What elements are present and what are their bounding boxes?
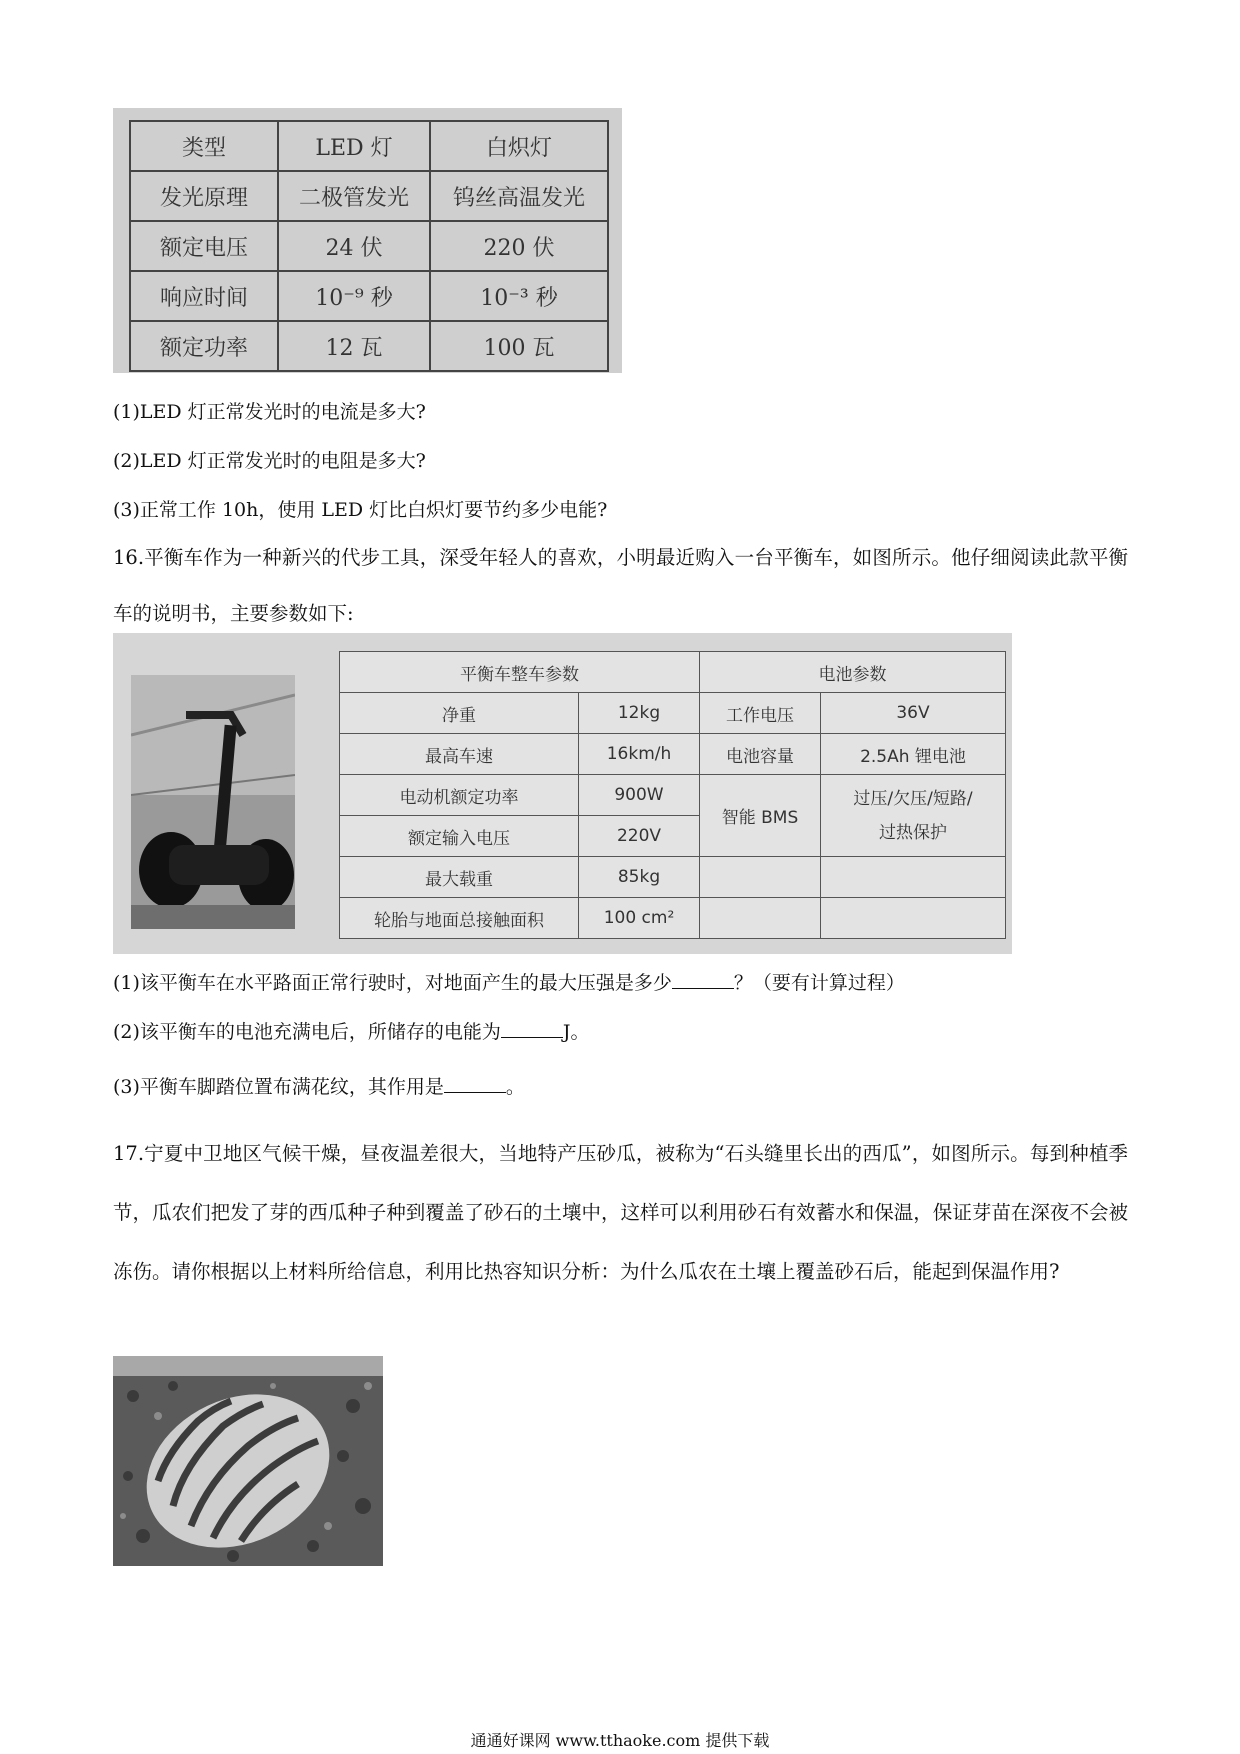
table-row <box>340 775 1006 816</box>
q16-sub2-text: (2)该平衡车的电池充满电后，所储存的电能为 <box>113 1021 501 1043</box>
table-cell: 900W <box>579 775 700 816</box>
table-cell: 220 伏 <box>430 221 608 271</box>
q16-stem: 16.平衡车作为一种新兴的代步工具，深受年轻人的喜欢，小明最近购入一台平衡车，如图所示。他仔细阅读此款平衡车的说明书，主要参数如下: <box>113 546 1128 625</box>
table-cell: 类型 <box>130 121 278 171</box>
q16-sub1-tail: ？（要有计算过程） <box>733 972 905 994</box>
table-cell-bms-label: 智能 BMS <box>700 775 821 857</box>
q16-sub1 <box>113 968 905 997</box>
table-cell: LED 灯 <box>278 121 430 171</box>
q16-sub3 <box>113 1072 525 1101</box>
table-cell: 额定电压 <box>130 221 278 271</box>
bms-value-line1: 过压/欠压/短路/ <box>853 788 973 809</box>
table-cell: 10⁻³ 秒 <box>430 271 608 321</box>
q15-sub2: (2)LED 灯正常发光时的电阻是多大? <box>113 450 426 472</box>
q16-sub2 <box>113 1017 590 1046</box>
table-cell: 100 瓦 <box>430 321 608 371</box>
table-cell: 二极管发光 <box>278 171 430 221</box>
table-row <box>340 898 1006 939</box>
table-row <box>340 734 1006 775</box>
table-cell: 响应时间 <box>130 271 278 321</box>
table-row <box>340 693 1006 734</box>
watermelon-photo <box>113 1356 383 1566</box>
table-cell: 轮胎与地面总接触面积 <box>340 898 579 939</box>
table-row <box>130 121 608 171</box>
table-cell: 220V <box>579 816 700 857</box>
q16-sub1-text: (1)该平衡车在水平路面正常行驶时，对地面产生的最大压强是多少 <box>113 972 672 994</box>
page-footer: 通通好课网 www.tthaoke.com 提供下载 <box>470 1731 770 1750</box>
q16-sub3-tail: 。 <box>505 1076 525 1098</box>
q17-stem: 17.宁夏中卫地区气候干燥，昼夜温差很大，当地特产压砂瓜，被称为“石头缝里长出的西瓜”，如图所示。每到种植季节，瓜农们把发了芽的西瓜种子种到覆盖了砂石的土壤中，这样可以利用砂石有效蓄水和保温，保证芽苗在深夜不会被冻伤。请你根据以上材料所给信息，利用比热容知识分析：为什么瓜农在土壤上覆盖砂石后，能起到保温作用? <box>113 1142 1128 1283</box>
table-cell <box>700 898 821 939</box>
q16-sub3-text: (3)平衡车脚踏位置布满花纹，其作用是 <box>113 1076 444 1098</box>
table-cell: 电池容量 <box>700 734 821 775</box>
table-cell: 发光原理 <box>130 171 278 221</box>
balance-car-figure <box>113 633 1012 954</box>
table-cell: 100 cm² <box>579 898 700 939</box>
table-row <box>130 271 608 321</box>
table-cell: 12kg <box>579 693 700 734</box>
table-row <box>340 652 1006 693</box>
lamp-table-photo <box>113 108 622 373</box>
table-cell: 白炽灯 <box>430 121 608 171</box>
table-cell-bms-value <box>821 775 1006 857</box>
table-row <box>340 857 1006 898</box>
table-row <box>130 221 608 271</box>
table-cell: 工作电压 <box>700 693 821 734</box>
q16-sub2-tail: J。 <box>562 1021 590 1043</box>
table-cell: 钨丝高温发光 <box>430 171 608 221</box>
table-cell: 额定功率 <box>130 321 278 371</box>
q15-sub3: (3)正常工作 10h，使用 LED 灯比白炽灯要节约多少电能? <box>113 499 608 521</box>
table-row <box>130 321 608 371</box>
q15-sub1: (1)LED 灯正常发光时的电流是多大? <box>113 401 426 423</box>
balance-car-parameter-table <box>339 651 1006 939</box>
table-cell: 电动机额定功率 <box>340 775 579 816</box>
lamp-comparison-table <box>129 120 609 372</box>
table-cell: 最大载重 <box>340 857 579 898</box>
table-cell: 净重 <box>340 693 579 734</box>
table-cell: 36V <box>821 693 1006 734</box>
table-header-vehicle: 平衡车整车参数 <box>340 652 700 693</box>
table-cell: 额定输入电压 <box>340 816 579 857</box>
table-row <box>130 171 608 221</box>
table-cell: 最高车速 <box>340 734 579 775</box>
table-cell: 85kg <box>579 857 700 898</box>
table-cell <box>700 857 821 898</box>
table-cell: 10⁻⁹ 秒 <box>278 271 430 321</box>
balance-car-photo <box>131 675 295 929</box>
table-cell: 12 瓦 <box>278 321 430 371</box>
table-cell: 24 伏 <box>278 221 430 271</box>
bms-value-line2: 过热保护 <box>879 822 947 843</box>
answer-blank[interactable] <box>444 1072 506 1093</box>
table-cell: 2.5Ah 锂电池 <box>821 734 1006 775</box>
table-cell <box>821 857 1006 898</box>
answer-blank[interactable] <box>672 968 734 989</box>
table-header-battery: 电池参数 <box>700 652 1006 693</box>
table-cell <box>821 898 1006 939</box>
answer-blank[interactable] <box>501 1017 563 1038</box>
table-cell: 16km/h <box>579 734 700 775</box>
